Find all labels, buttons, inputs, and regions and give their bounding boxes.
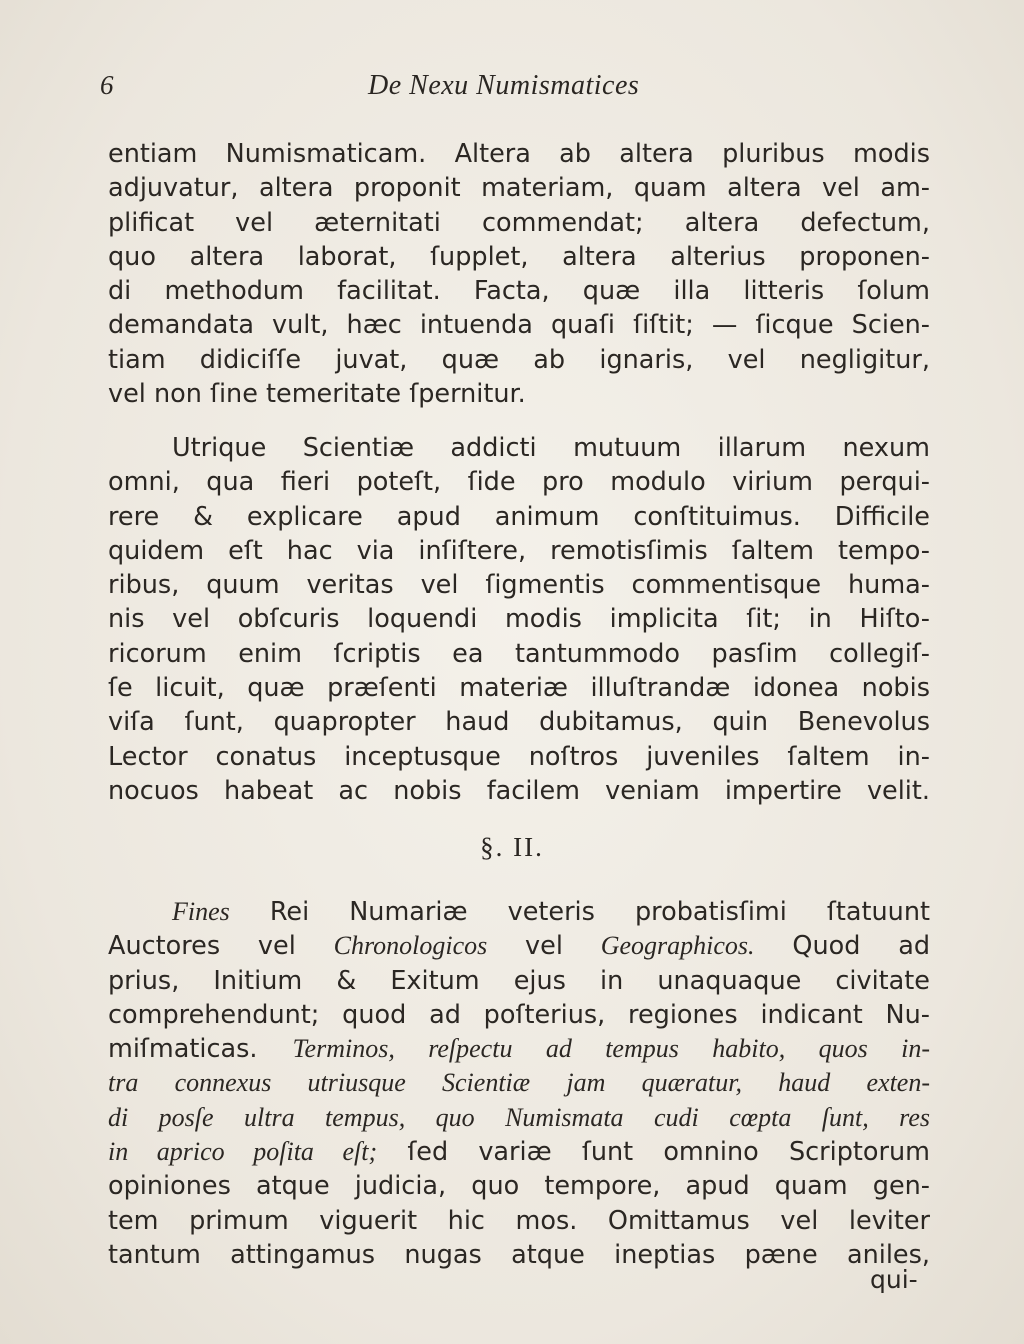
text-line: opiniones atque judicia, quo tempore, apud quam gen- bbox=[108, 1171, 930, 1202]
italic-term: Chronologicos bbox=[333, 931, 488, 961]
text-run: ſed variæ ſunt omnino Scriptorum bbox=[377, 1137, 930, 1168]
paragraph-1 bbox=[108, 137, 930, 411]
text-line: ſe licuit, quæ præſenti materiæ illuſtrandæ idonea nobis bbox=[108, 673, 930, 704]
text-run: miſmaticas. bbox=[108, 1034, 293, 1065]
text-line: quo altera laborat, ſupplet, altera alterius proponen- bbox=[108, 241, 930, 272]
italic-line: tra connexus utriusque Scientiæ jam quæratur, haud exten- bbox=[108, 1068, 930, 1098]
paragraph-3 bbox=[108, 895, 930, 1272]
text-line: entiam Numismaticam. Altera ab altera pluribus modis bbox=[108, 139, 930, 169]
paragraph-2 bbox=[108, 431, 930, 808]
text-line: adjuvatur, altera proponit materiam, quam altera vel am- bbox=[108, 173, 930, 204]
text-run: Quod ad bbox=[754, 931, 931, 962]
text-line: ribus, quum veritas vel ſigmentis commentisque huma- bbox=[108, 570, 930, 601]
text-line: quidem eſt hac via inſiſtere, remotisſimis ſaltem tempo- bbox=[108, 535, 930, 566]
page-number: 6 bbox=[100, 70, 114, 100]
text-line: omni, qua fieri poteſt, ſide pro modulo virium perqui- bbox=[108, 467, 930, 498]
text-line: tiam didiciſſe juvat, quæ ab ignaris, vel negligitur, bbox=[108, 344, 930, 375]
text-line: demandata vult, hæc intuenda quaſi ſiſtit; — ſicque Scien- bbox=[108, 310, 930, 341]
text-line bbox=[108, 929, 930, 963]
text-line: comprehendunt; quod ad poſterius, regiones indicant Nu- bbox=[108, 999, 930, 1030]
text-line bbox=[108, 895, 930, 929]
catchword: qui- bbox=[870, 1265, 918, 1294]
text-line: prius, Initium & Exitum ejus in unaquaque civitate bbox=[108, 965, 930, 996]
text-line: Utrique Scientiæ addicti mutuum illarum nexum bbox=[172, 433, 930, 463]
text-line bbox=[108, 1032, 930, 1066]
text-line: nis vel obſcuris loquendi modis implicita ſit; in Hiſto- bbox=[108, 604, 930, 635]
running-head: De Nexu Numismatices bbox=[368, 70, 640, 101]
text-line: tem primum viguerit hic mos. Omittamus vel leviter bbox=[108, 1205, 930, 1236]
italic-passage: in aprico poſita eſt; bbox=[108, 1137, 378, 1167]
text-line: vel non ſine temeritate ſpernitur. bbox=[108, 379, 526, 410]
text-line: Lector conatus inceptusque noſtros juveniles ſaltem in- bbox=[108, 741, 930, 772]
text-run: Rei Numariæ veteris probatisſimi ſtatuunt bbox=[229, 897, 930, 927]
text-line: ricorum enim ſcriptis ea tantummodo pasſim collegiſ- bbox=[108, 638, 930, 669]
italic-line: di posſe ultra tempus, quo Numismata cudi cœpta ſunt, res bbox=[108, 1102, 930, 1132]
italic-term: Geographicos. bbox=[600, 931, 755, 961]
text-line bbox=[108, 1135, 930, 1169]
text-line: viſa ſunt, quapropter haud dubitamus, quin Benevolus bbox=[108, 707, 930, 738]
section-heading: §. II. bbox=[480, 832, 544, 862]
text-line: plificat vel æternitati commendat; altera defectum, bbox=[108, 207, 930, 238]
text-line: di methodum facilitat. Facta, quæ illa litteris ſolum bbox=[108, 276, 930, 307]
text-run: vel bbox=[487, 931, 601, 962]
text-line: rere & explicare apud animum conſtituimus. Difficile bbox=[108, 501, 930, 532]
italic-term: Fines bbox=[172, 897, 230, 926]
text-run: Auctores vel bbox=[108, 931, 334, 962]
text-line: nocuos habeat ac nobis facilem veniam impertire velit. bbox=[108, 775, 930, 806]
text-line: tantum attingamus nugas atque ineptias pæne aniles, bbox=[108, 1239, 930, 1270]
italic-passage: Terminos, reſpectu ad tempus habito, quos in- bbox=[292, 1034, 930, 1064]
page-header bbox=[100, 70, 930, 110]
